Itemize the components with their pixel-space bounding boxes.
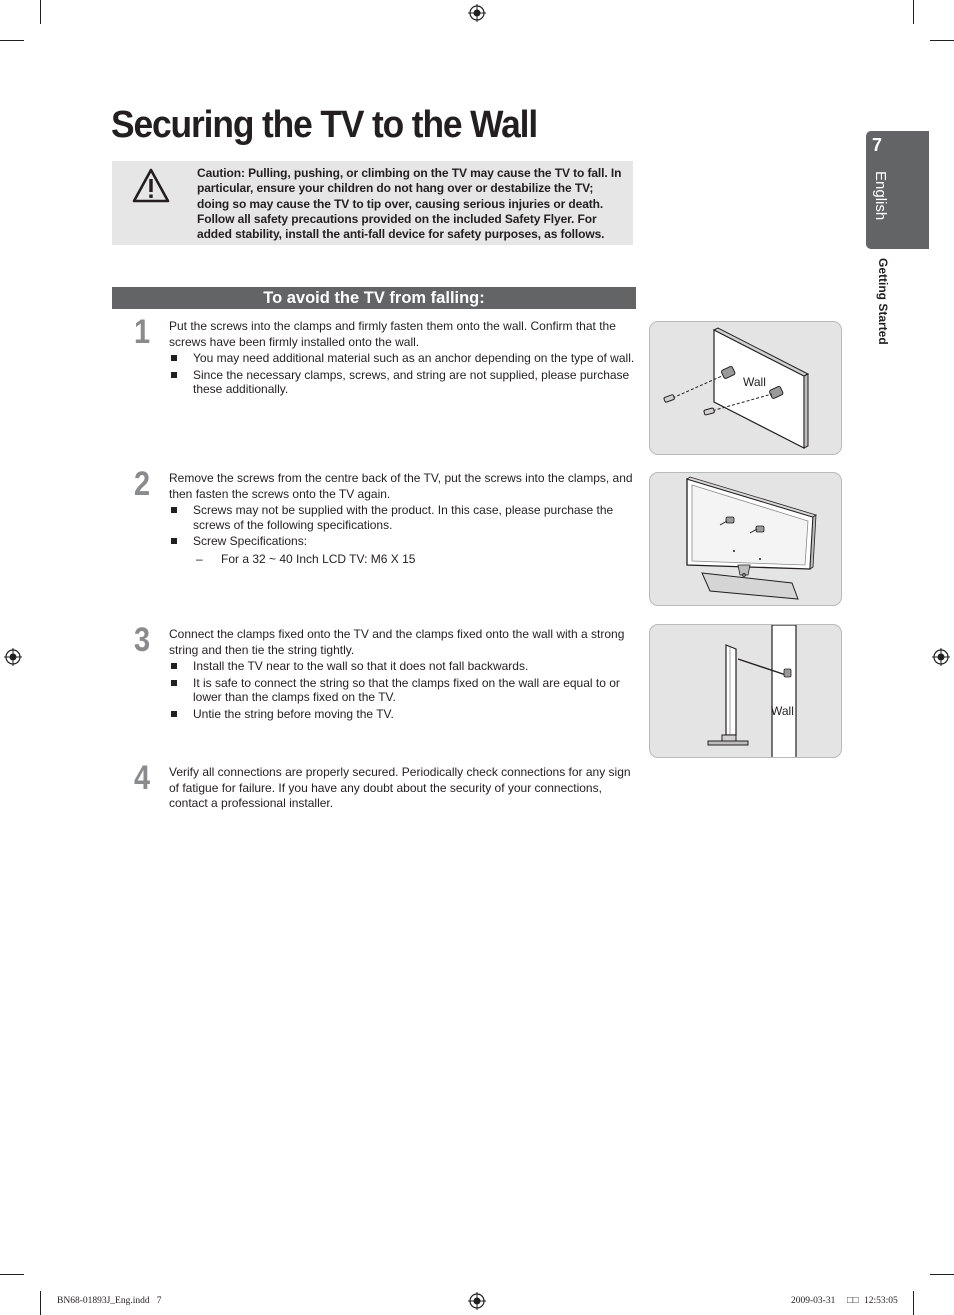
registration-mark-icon (468, 1292, 486, 1310)
sub-item (169, 552, 639, 568)
footer-time: 12:53:05 (864, 1296, 898, 1306)
tv-clamp-illustration (649, 472, 842, 606)
bullet-square-icon (171, 663, 177, 669)
step-number: 3 (134, 621, 151, 659)
bullet-square-icon (171, 372, 177, 378)
crop-mark (930, 40, 954, 41)
chapter-tab (866, 131, 929, 249)
bullet-square-icon (171, 538, 177, 544)
step-text: Verify all connections are properly secured. Periodically check connections for any sign of fatigue for failure. If you have any doubt about the security of your connections, contact a professional installer. (169, 765, 631, 811)
bullet-text: Screw Specifications: (193, 534, 308, 549)
bullet-text: Since the necessary clamps, screws, and string are not supplied, please purchase these additionally. (193, 367, 630, 397)
registration-mark-icon (468, 4, 486, 22)
step-number: 4 (134, 759, 151, 797)
step-text: Remove the screws from the centre back of the TV, put the screws into the clamps, and then fasten the screws onto the TV again. (169, 471, 633, 501)
bullet-text: Screws may not be supplied with the product. In this case, please purchase the screws of the following specifications. (193, 503, 614, 532)
crop-mark (913, 1291, 914, 1315)
bullet-text: Untie the string before moving the TV. (193, 706, 394, 721)
crop-mark (930, 1274, 954, 1275)
list-item (169, 707, 639, 722)
list-item (169, 351, 639, 366)
caution-text: Caution: Pulling, pushing, or climbing on the TV may cause the TV to fall. In particular, ensure your children do not hang over or destabilize the TV; doing so may cause the TV to tip over, causing serious injuries or death. Follow all safety precautions provided on the included Safety Flyer. For added stability, install the anti-fall device for safety purposes, as follows. (197, 166, 622, 242)
list-item (169, 368, 639, 397)
page-number: 7 (872, 135, 883, 155)
list-item (169, 676, 639, 705)
step-number: 1 (134, 313, 151, 351)
list-item (169, 659, 639, 674)
caution-box (112, 161, 633, 245)
footer-date: 2009-03-31 (791, 1296, 836, 1306)
bullet-list (169, 659, 639, 721)
dash-marker: – (196, 551, 203, 566)
bullet-square-icon (171, 711, 177, 717)
wall-label: Wall (743, 375, 766, 389)
step-text: Connect the clamps fixed onto the TV and the clamps fixed onto the wall with a strong string and then tie the string tightly. (169, 627, 625, 657)
page-title: Securing the TV to the Wall (111, 104, 538, 146)
language-label: English (872, 171, 889, 221)
bullet-square-icon (171, 355, 177, 361)
bullet-text: You may need additional material such as an anchor depending on the type of wall. (193, 351, 635, 366)
registration-mark-icon (4, 648, 22, 666)
wall-clamp-illustration (649, 321, 842, 455)
crop-mark (40, 1291, 41, 1315)
bullet-square-icon (171, 680, 177, 686)
list-item (169, 503, 639, 532)
bullet-text: It is safe to connect the string so that the clamps fixed on the wall are equal to or lower than the clamps fixed on the TV. (193, 675, 620, 705)
crop-mark (40, 0, 41, 24)
bullet-list (169, 351, 639, 397)
crop-mark (0, 1274, 24, 1275)
section-label: Getting Started (876, 258, 890, 345)
bullet-text: Install the TV near to the wall so that it does not fall backwards. (193, 659, 529, 674)
registration-mark-icon (932, 648, 950, 666)
wall-label: Wall (771, 704, 794, 718)
bullet-square-icon (171, 507, 177, 513)
footer-filename: BN68-01893J_Eng.indd 7 (57, 1296, 162, 1306)
bullet-list (169, 503, 639, 549)
sub-item-text: For a 32 ~ 40 Inch LCD TV: M6 X 15 (221, 551, 416, 566)
tv-string-illustration (649, 624, 842, 758)
list-item (169, 534, 639, 549)
step-text: Put the screws into the clamps and firmly fasten them onto the wall. Confirm that the screws have been firmly installed onto the wall. (169, 319, 616, 349)
section-heading: To avoid the TV from falling: (112, 287, 636, 309)
step-number: 2 (134, 465, 151, 503)
crop-mark (913, 0, 914, 24)
crop-mark (0, 40, 24, 41)
warning-triangle-icon (132, 168, 170, 204)
footer-glyphs: □□ (847, 1296, 859, 1306)
